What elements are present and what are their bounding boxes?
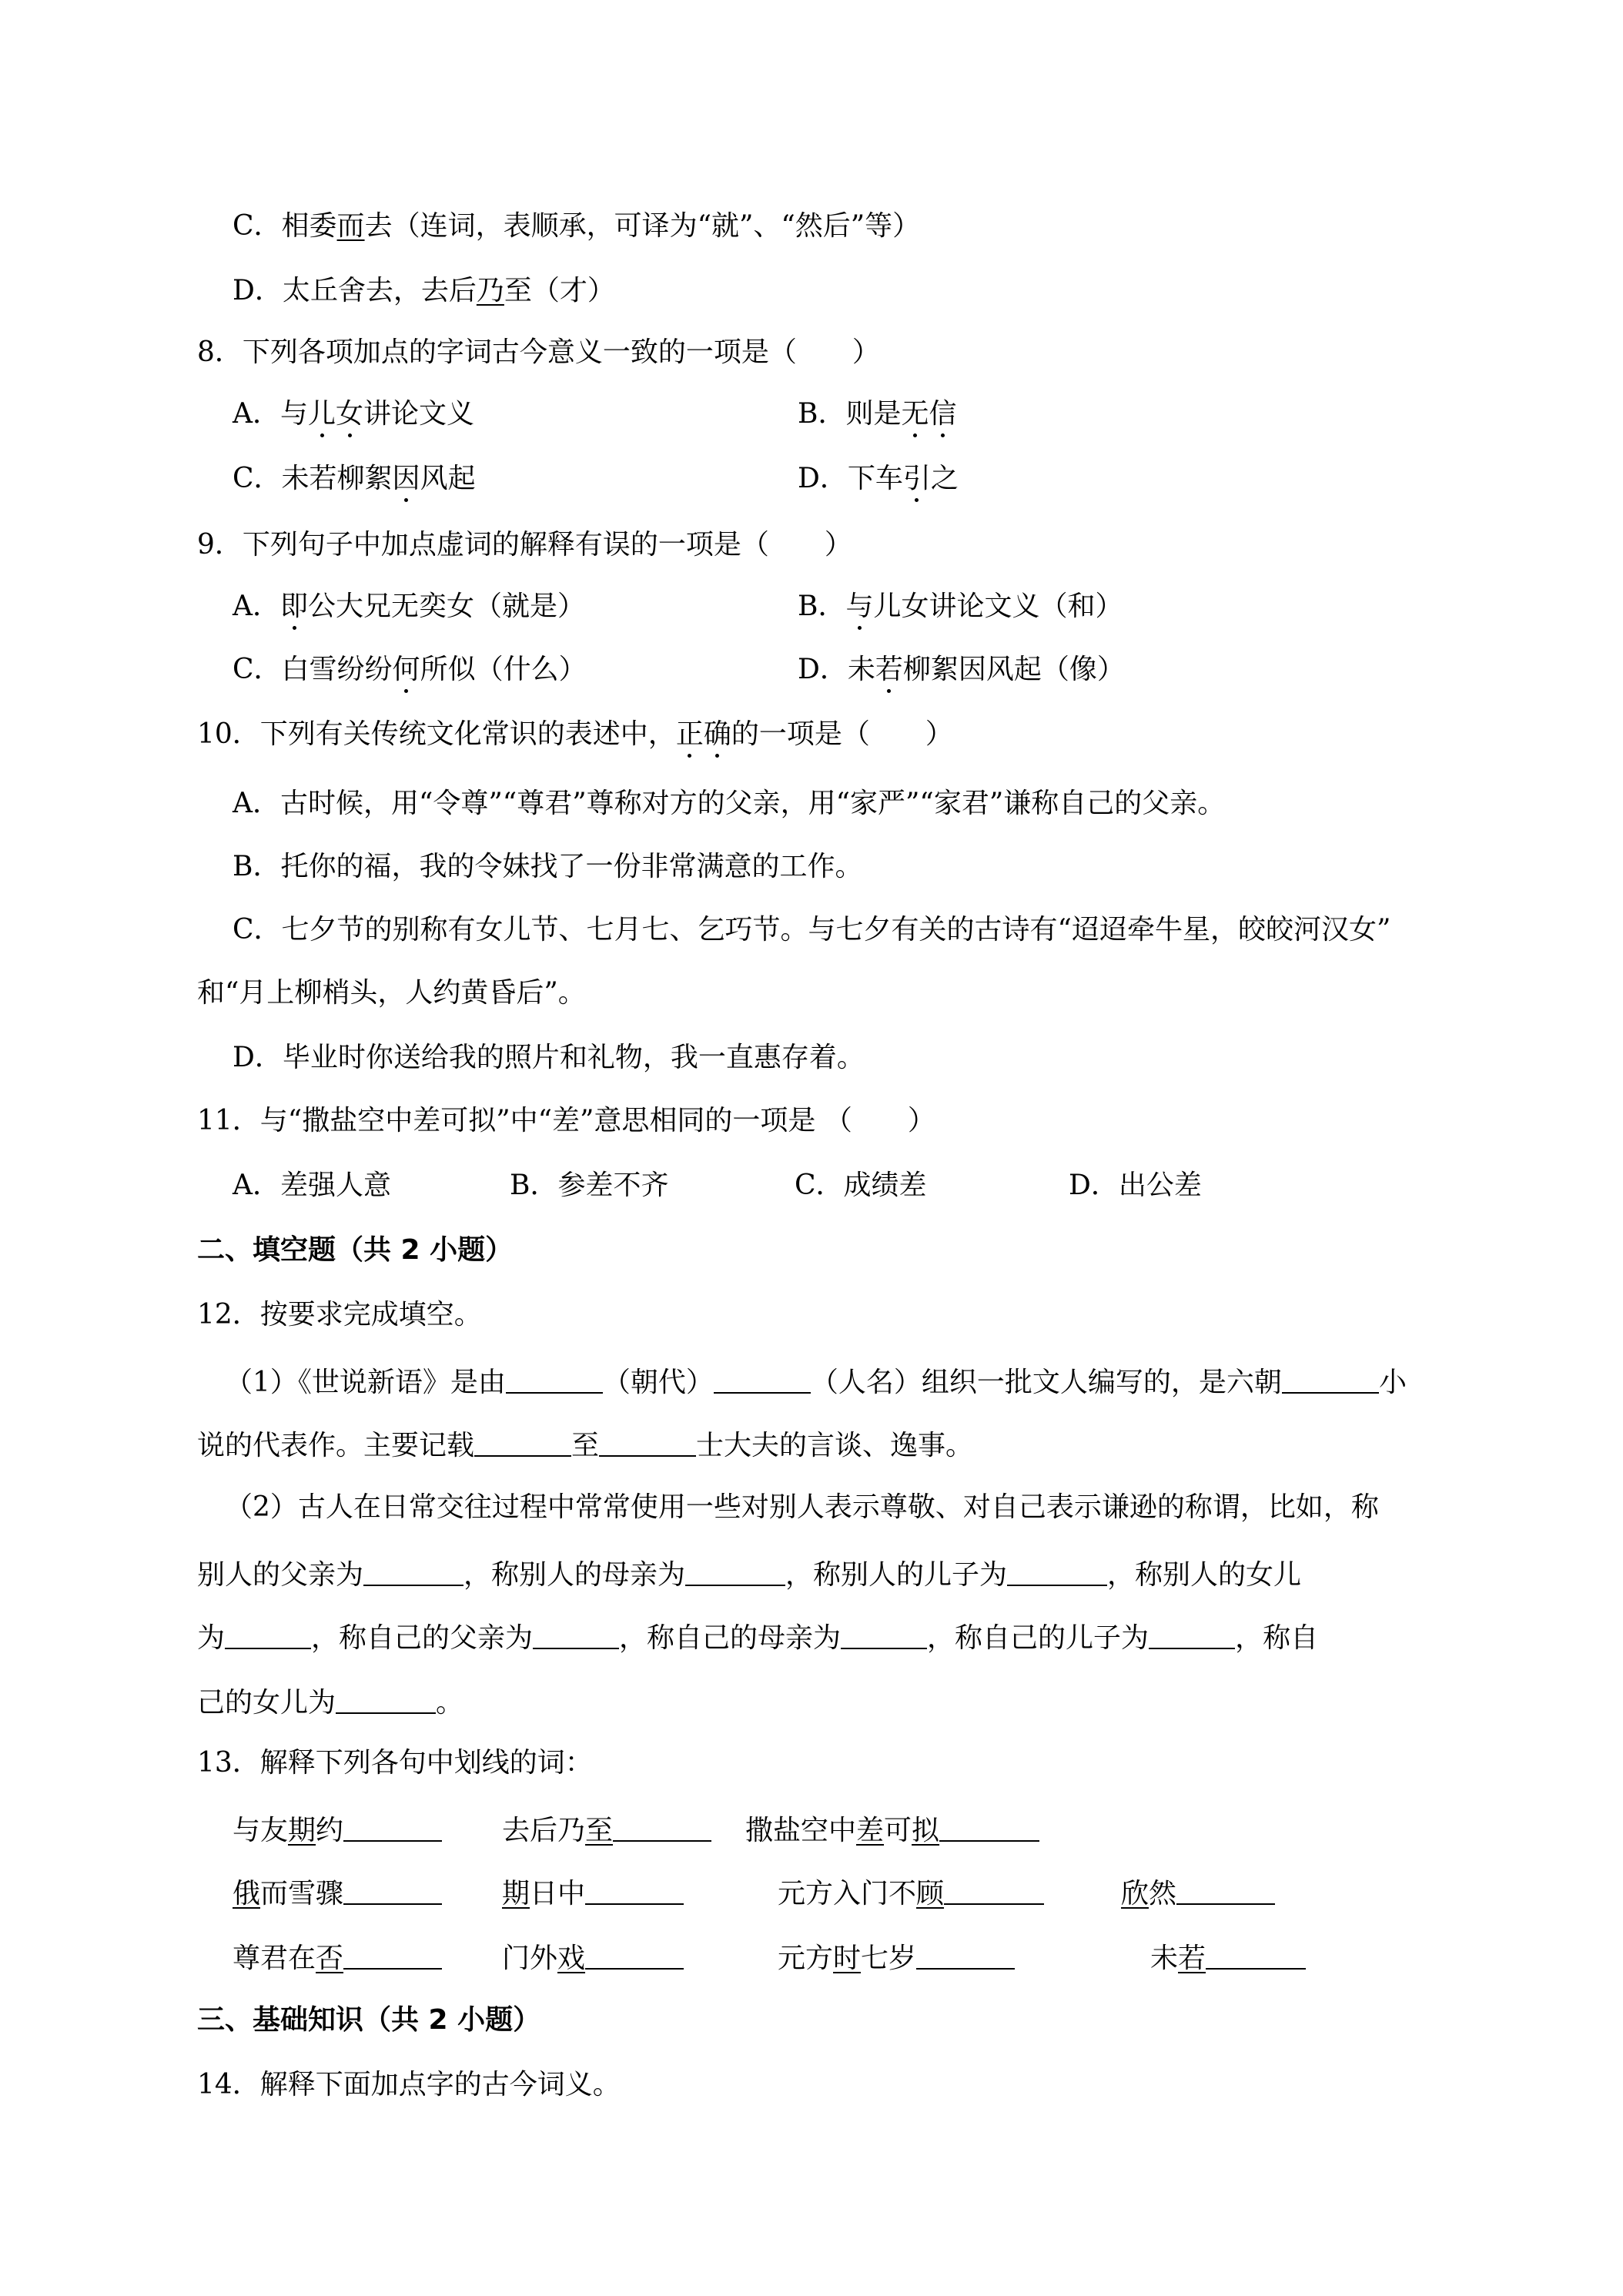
- q8-option-a: A．与儿女讲论文义: [233, 398, 475, 430]
- answer-blank[interactable]: [714, 1366, 811, 1394]
- dotted-char: 何: [392, 654, 420, 685]
- q11-option-d: D．出公差: [1069, 1170, 1202, 1201]
- dotted-char: 信: [929, 398, 957, 430]
- q12-part2-line2: 别人的父亲为 ，称别人的母亲为 ，称别人的儿子为 ，称别人的女儿: [197, 1559, 1302, 1591]
- underlined-word: 戏: [557, 1943, 586, 1974]
- underlined-word: 乃: [476, 275, 504, 306]
- underlined-word: 顾: [916, 1878, 945, 1909]
- answer-blank[interactable]: [1206, 1942, 1306, 1970]
- q12-part2-line1: （2）古人在日常交往过程中常常使用一些对别人表示尊敬、对自己表示谦逊的称谓，比如，称: [225, 1491, 1379, 1523]
- q12-part2-line4: 己的女儿为 。: [197, 1687, 464, 1719]
- q11-option-b: B．参差不齐: [510, 1170, 669, 1201]
- q9-option-b: B．与儿女讲论文义（和）: [798, 591, 1123, 622]
- answer-blank[interactable]: [506, 1366, 603, 1394]
- underlined-word: 俄: [233, 1878, 261, 1909]
- dotted-char: 确: [703, 718, 731, 750]
- q13-item: 元方入门不顾: [778, 1877, 1044, 1908]
- answer-blank[interactable]: [343, 1814, 442, 1842]
- answer-blank[interactable]: [474, 1429, 571, 1457]
- q13-stem: 13．解释下列各句中划线的词：: [197, 1747, 593, 1779]
- q12-stem: 12．按要求完成填空。: [197, 1299, 482, 1330]
- dotted-char: 引: [902, 463, 931, 494]
- q13-item: 门外戏: [502, 1942, 684, 1973]
- dotted-char: 若: [875, 654, 903, 685]
- q11-option-c: C．成绩差: [795, 1170, 927, 1201]
- q13-item: 俄而雪骤: [233, 1877, 442, 1908]
- dotted-char: 儿: [308, 398, 336, 430]
- answer-blank[interactable]: [685, 1558, 785, 1586]
- q9-option-a: A．即公大兄无奕女（就是）: [233, 591, 586, 622]
- answer-blank[interactable]: [336, 1686, 436, 1714]
- q13-item: 元方时七岁: [778, 1942, 1015, 1973]
- q9-option-c: C．白雪纷纷何所似（什么）: [233, 654, 587, 685]
- q13-item: 欣然: [1121, 1877, 1275, 1908]
- answer-blank[interactable]: [939, 1814, 1039, 1842]
- q10-option-b: B．托你的福，我的令妹找了一份非常满意的工作。: [233, 851, 863, 882]
- answer-blank[interactable]: [613, 1814, 711, 1842]
- q10-option-c-line1: C．七夕节的别称有女儿节、七月七、乞巧节。与七夕有关的古诗有“迢迢牵牛星，皎皎河汉女”: [233, 914, 1391, 946]
- answer-blank[interactable]: [1007, 1558, 1107, 1586]
- dotted-char: 无: [901, 398, 929, 430]
- q7-option-d: D．太丘舍去，去后乃至（才）: [233, 275, 615, 306]
- dotted-char: 因: [392, 463, 420, 494]
- q7-option-c: C．相委而去（连词，表顺承，可译为“就”、“然后”等）: [233, 210, 921, 242]
- answer-blank[interactable]: [585, 1942, 684, 1970]
- q13-item: 期日中: [502, 1877, 684, 1908]
- q11-option-a: A．差强人意: [233, 1170, 391, 1201]
- q9-option-d: D．未若柳絮因风起（像）: [798, 654, 1125, 685]
- underlined-word: 若: [1178, 1943, 1206, 1974]
- q10-stem: 10．下列有关传统文化常识的表述中，正确的一项是（ ）: [197, 718, 953, 750]
- section-heading-fill-in: 二、填空题（共 2 小题）: [197, 1234, 514, 1266]
- q13-item: 撒盐空中差可拟: [745, 1814, 1039, 1845]
- q10-option-d: D．毕业时你送给我的照片和礼物，我一直惠存着。: [233, 1042, 865, 1073]
- q14-stem: 14．解释下面加点字的古今词义。: [197, 2069, 621, 2100]
- underlined-word: 至: [585, 1815, 614, 1846]
- q10-option-a: A．古时候，用“令尊”“尊君”尊称对方的父亲，用“家严”“家君”谦称自己的父亲。: [233, 788, 1226, 819]
- underlined-word: 欣: [1121, 1878, 1149, 1909]
- answer-blank[interactable]: [841, 1622, 927, 1649]
- dotted-char: 正: [675, 718, 704, 750]
- q10-option-c-line2: 和“月上柳梢头，人约黄昏后”。: [197, 977, 586, 1009]
- q12-part1-line2: 说的代表作。主要记载 至 士大夫的言谈、逸事。: [197, 1430, 974, 1461]
- dotted-char: 女: [336, 398, 364, 430]
- underlined-word: 差: [856, 1815, 885, 1846]
- q11-stem: 11．与“撒盐空中差可拟”中“差”意思相同的一项是 （ ）: [197, 1105, 935, 1136]
- q8-stem: 8．下列各项加点的字词古今意义一致的一项是（ ）: [197, 336, 880, 368]
- q13-item: 未若: [1150, 1942, 1306, 1973]
- q8-option-b: B．则是无信: [798, 398, 957, 430]
- answer-blank[interactable]: [1149, 1622, 1235, 1649]
- underlined-word: 期: [502, 1878, 530, 1909]
- q8-option-d: D．下车引之: [798, 463, 959, 494]
- q13-item: 去后乃至: [502, 1814, 711, 1845]
- q13-item: 尊君在否: [233, 1942, 442, 1973]
- answer-blank[interactable]: [343, 1942, 442, 1970]
- answer-blank[interactable]: [343, 1877, 442, 1905]
- answer-blank[interactable]: [1176, 1877, 1275, 1905]
- section-heading-basics: 三、基础知识（共 2 小题）: [197, 2004, 541, 2036]
- q12-part1-line1: （1）《世说新语》是由 （朝代） （人名）组织一批文人编写的，是六朝 小: [225, 1367, 1407, 1398]
- underlined-word: 时: [833, 1943, 862, 1974]
- answer-blank[interactable]: [585, 1877, 684, 1905]
- answer-blank[interactable]: [916, 1942, 1015, 1970]
- answer-blank[interactable]: [1282, 1366, 1379, 1394]
- answer-blank[interactable]: [363, 1558, 463, 1586]
- underlined-word: 拟: [912, 1815, 940, 1846]
- answer-blank[interactable]: [533, 1622, 619, 1649]
- q13-item: 与友期约: [233, 1814, 442, 1845]
- underlined-word: 而: [336, 210, 365, 242]
- answer-blank[interactable]: [599, 1429, 696, 1457]
- dotted-char: 与: [845, 591, 874, 622]
- q8-option-c: C．未若柳絮因风起: [233, 463, 476, 494]
- dotted-char: 即: [280, 591, 309, 622]
- answer-blank[interactable]: [225, 1622, 311, 1649]
- underlined-word: 否: [316, 1943, 344, 1974]
- q12-part2-line3: 为 ，称自己的父亲为 ，称自己的母亲为 ，称自己的儿子为 ，称自: [197, 1622, 1319, 1654]
- answer-blank[interactable]: [944, 1877, 1044, 1905]
- underlined-word: 期: [288, 1815, 316, 1846]
- q9-stem: 9．下列句子中加点虚词的解释有误的一项是（ ）: [197, 529, 852, 561]
